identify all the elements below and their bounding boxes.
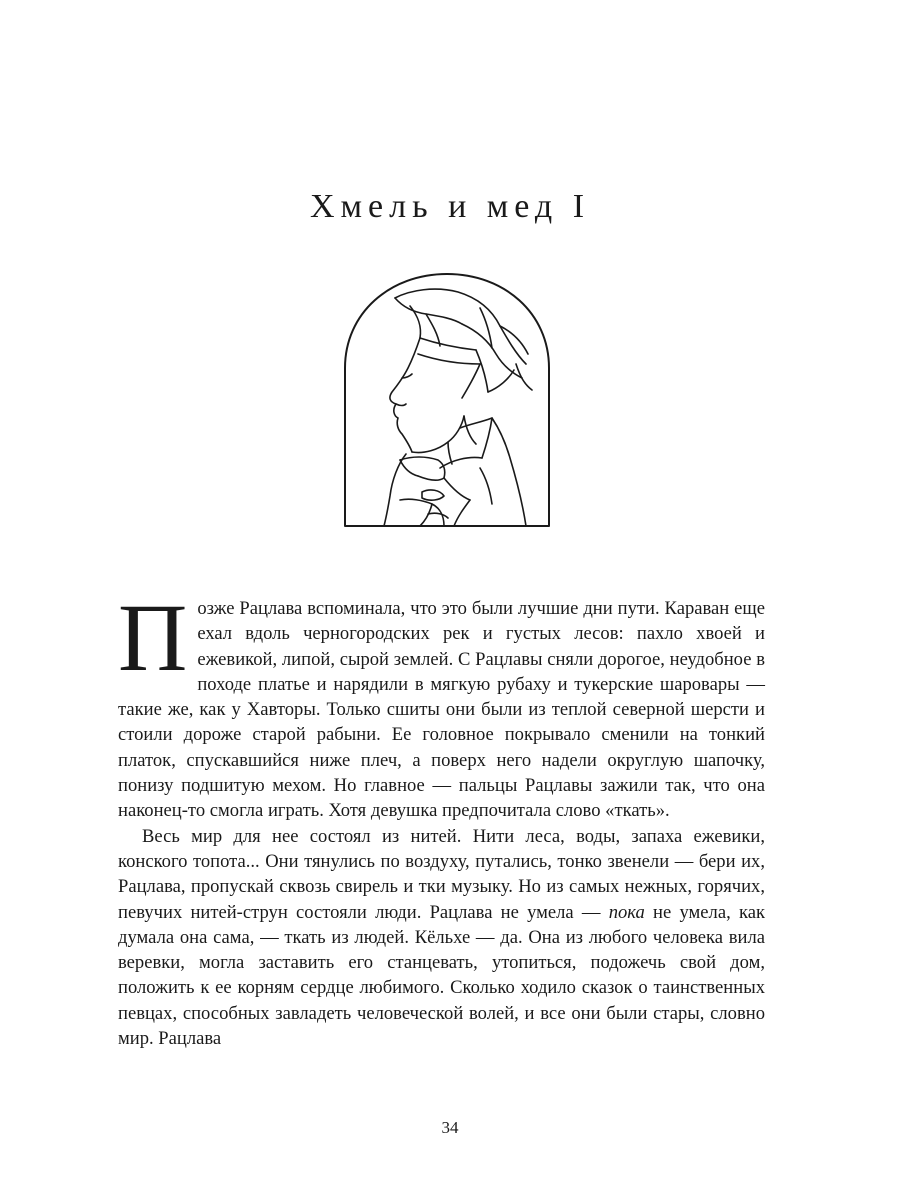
paragraph-1-text: озже Рацлава вспоминала, что это были лучшие дни пути. Караван еще ехал вдоль черногородских рек и густых лесов: пахло хвоей и ежевикой, липой, сырой землей. С Рацлавы сняли дорогое, неудобное в походе платье и нарядили в мягкую рубаху и тукерские шаровары — такие же, как у Хавторы. Только сшиты они были из теплой северной шерсти и стоили дороже старой рабыни. Ее головное покрывало сменили на тонкий платок, спускавшийся ниже плеч, а поверх него надели округлую шапочку, понизу подшитую мехом. Но главное — пальцы Рацлавы зажили так, что она наконец-то смогла играть. Хотя девушка предпочитала слово «ткать».	[118, 598, 765, 822]
paragraph-1	[118, 584, 765, 824]
chapter-body	[118, 584, 765, 1051]
chapter-title: Хмель и мед I	[309, 188, 591, 225]
paragraph-2	[118, 824, 765, 1052]
paragraph-2-italic: пока	[608, 901, 645, 923]
page-number: 34	[441, 1118, 459, 1137]
drop-cap: П	[118, 584, 188, 691]
profile-portrait-arch-icon	[340, 268, 555, 530]
chapter-illustration	[340, 268, 555, 530]
paragraph-2-text-before: Весь мир для нее состоял из нитей. Нити леса, воды, запаха ежевики, конского топота... Они тянулись по воздуху, путались, тонко звенели — бери их, Рацлава, пропускай сквозь свирель и тки музыку. Но из самых нежных, горячих, певучих нитей-струн состояли люди. Рацлава не умела —	[118, 825, 765, 923]
paragraph-2-text-after: не умела, как думала она сама, — ткать из людей. Кёльхе — да. Она из любого человека вила веревки, могла заставить его станцевать, утопиться, подожечь свой дом, положить к ее корням сердце любимого. Сколько ходило сказок о таинственных певцах, способных завладеть человеческой волей, и все они были стары, словно мир. Рацлава	[118, 901, 765, 1050]
